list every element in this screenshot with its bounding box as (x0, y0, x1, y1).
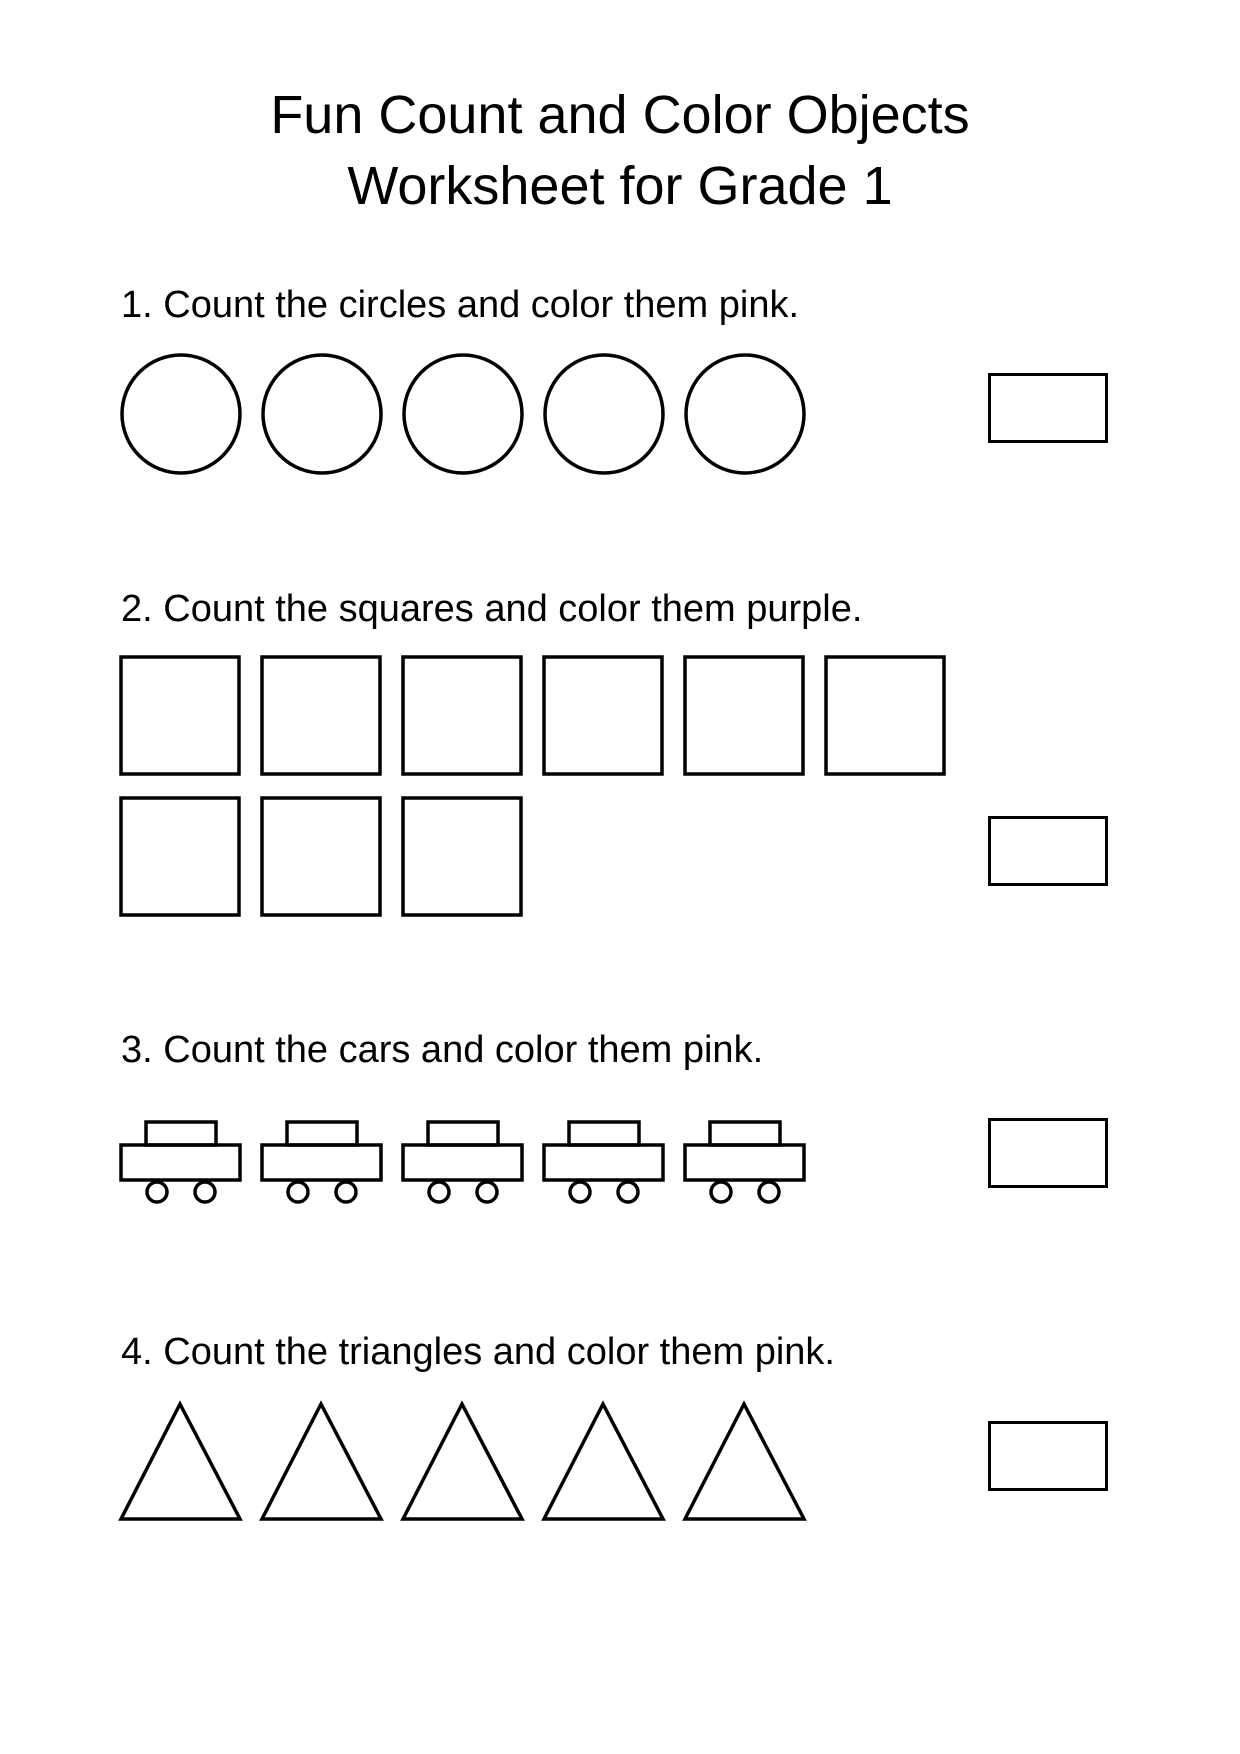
car-shape[interactable] (544, 1122, 663, 1202)
car-wheel[interactable] (288, 1182, 308, 1202)
circle-shape[interactable] (686, 355, 804, 473)
square-shape[interactable] (403, 657, 521, 774)
car-body[interactable] (685, 1145, 804, 1180)
car-roof[interactable] (428, 1122, 498, 1145)
car-shape[interactable] (262, 1122, 381, 1202)
car-wheel[interactable] (336, 1182, 356, 1202)
square-shape[interactable] (685, 657, 803, 774)
square-shape[interactable] (262, 657, 380, 774)
car-shape[interactable] (121, 1122, 240, 1202)
triangle-shape[interactable] (685, 1404, 804, 1519)
car-wheel[interactable] (711, 1182, 731, 1202)
square-shape[interactable] (403, 798, 521, 915)
circle-shape[interactable] (545, 355, 663, 473)
car-body[interactable] (121, 1145, 240, 1180)
square-shape[interactable] (826, 657, 944, 774)
car-wheel[interactable] (429, 1182, 449, 1202)
question-3: 3. Count the cars and color them pink. (121, 1029, 764, 1071)
car-wheel[interactable] (147, 1182, 167, 1202)
square-shape[interactable] (262, 798, 380, 915)
car-roof[interactable] (287, 1122, 357, 1145)
square-shape[interactable] (121, 657, 239, 774)
triangle-shape[interactable] (544, 1404, 663, 1519)
circle-shape[interactable] (404, 355, 522, 473)
triangle-shape[interactable] (121, 1404, 240, 1519)
car-roof[interactable] (569, 1122, 639, 1145)
question-1: 1. Count the circles and color them pink. (121, 284, 800, 326)
car-wheel[interactable] (570, 1182, 590, 1202)
car-body[interactable] (544, 1145, 663, 1180)
question-4: 4. Count the triangles and color them pink. (121, 1331, 835, 1373)
car-wheel[interactable] (477, 1182, 497, 1202)
car-roof[interactable] (710, 1122, 780, 1145)
circle-shape[interactable] (263, 355, 381, 473)
car-wheel[interactable] (195, 1182, 215, 1202)
car-roof[interactable] (146, 1122, 216, 1145)
circle-shape[interactable] (122, 355, 240, 473)
car-body[interactable] (403, 1145, 522, 1180)
triangle-shape[interactable] (403, 1404, 522, 1519)
car-wheel[interactable] (759, 1182, 779, 1202)
title-line-1: Fun Count and Color Objects (270, 85, 970, 145)
car-shape[interactable] (685, 1122, 804, 1202)
car-wheel[interactable] (618, 1182, 638, 1202)
question-2: 2. Count the squares and color them purple. (121, 588, 863, 630)
car-body[interactable] (262, 1145, 381, 1180)
car-shape[interactable] (403, 1122, 522, 1202)
square-shape[interactable] (121, 798, 239, 915)
title-line-2: Worksheet for Grade 1 (347, 156, 893, 216)
square-shape[interactable] (544, 657, 662, 774)
triangle-shape[interactable] (262, 1404, 381, 1519)
